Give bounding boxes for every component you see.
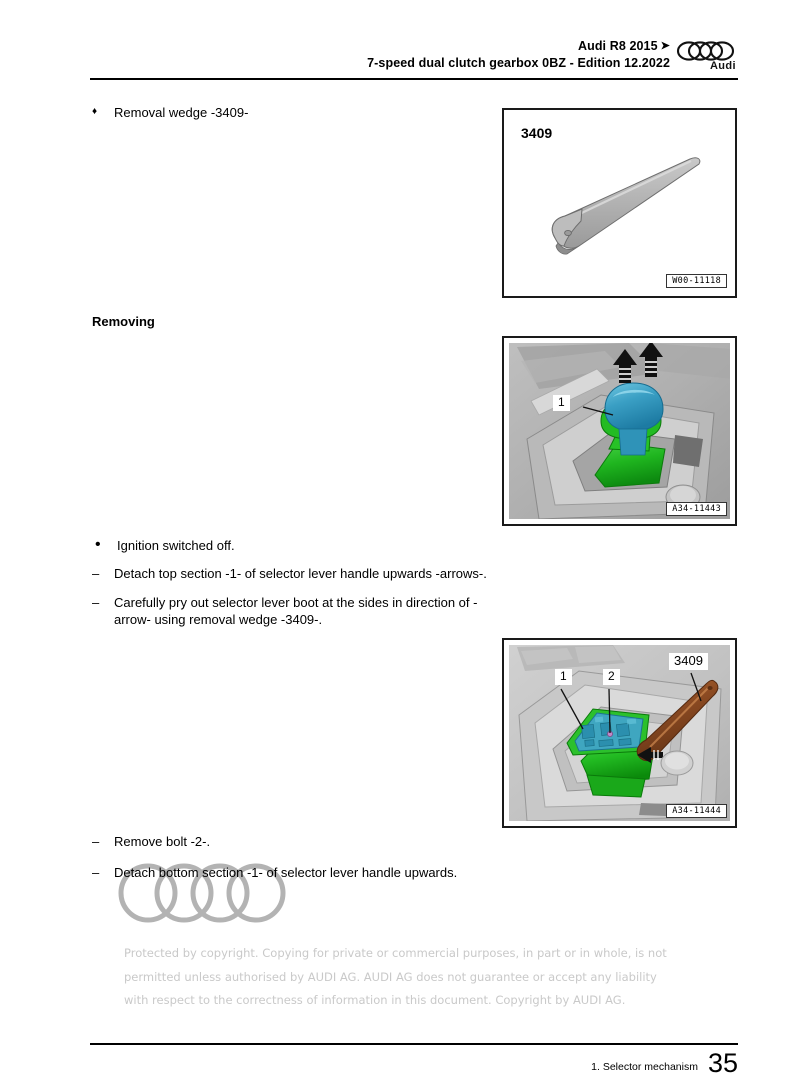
footer-section-title: 1. Selector mechanism [591,1061,698,1073]
dash-bullet-icon: – [92,864,100,880]
instruction-text: Remove bolt -2-. [114,834,211,849]
header-model-line [367,38,670,55]
figure-id-label: W00-11118 [666,274,727,288]
copyright-line-1: Protected by copyright. Copying for private or commercial purposes, in part or in whole, is not [124,946,667,960]
figure-callout-2: 2 [603,669,620,685]
list-item [92,537,492,554]
dash-bullet-icon: – [92,594,100,610]
figure-callout-1: 1 [555,669,572,685]
page-header [90,38,738,80]
header-subtitle: 7-speed dual clutch gearbox 0BZ - Edition 12.2022 [367,55,670,70]
audi-wordmark: Audi [709,60,736,72]
list-item [92,104,492,121]
figure-title: 3409 [521,125,553,141]
tool-bullet-text: Removal wedge -3409- [114,105,249,120]
arrow-right-icon: ➤ [660,40,670,52]
dash-bullet-icon: – [92,566,100,582]
selector-lever-top-illustration [509,343,730,519]
copyright-notice [124,942,684,1013]
copyright-line-3: with respect to the correctness of information in this document. Copyright by AUDI AG. [124,993,626,1008]
instruction-list-1 [92,537,492,639]
footer-divider [90,1043,738,1045]
list-item [92,833,492,851]
copyright-line-2: permitted unless authorised by AUDI AG. AUDI AG does not guarantee or accept any liability [124,969,657,984]
figure-canvas [509,645,730,821]
page-footer [591,1050,738,1077]
figure-callout-3409: 3409 [669,653,708,670]
figure-selector-boot-removal [502,638,737,828]
header-divider [90,78,738,80]
page-number: 35 [707,1048,738,1078]
removal-wedge-illustration [509,115,730,291]
header-text-block [367,38,670,72]
figure-id-label: A34-11444 [666,804,727,818]
figure-id-label: A34-11443 [666,502,727,516]
diamond-bullet-icon: ♦ [92,106,98,117]
tool-bullet-block [92,104,492,132]
figure-callout-1: 1 [553,395,570,411]
figure-canvas [509,115,730,291]
list-item [92,594,492,628]
instruction-text: Detach bottom section -1- of selector lever handle upwards. [114,864,458,880]
list-item [92,864,492,882]
instruction-list-2 [92,833,492,892]
list-item [92,565,492,583]
instruction-text: Ignition switched off. [117,538,235,553]
instruction-text: Carefully pry out selector lever boot at the sides in direction of -arrow- using removal wedge -3409-. [114,594,478,627]
instruction-text: Detach top section -1- of selector lever handle upwards -arrows-. [114,566,487,582]
figure-selector-top-section [502,336,737,526]
bullet-dot-icon: • [95,536,101,553]
dash-bullet-icon: – [92,834,100,849]
section-heading-removing: Removing [92,314,155,329]
figure-canvas [509,343,730,519]
figure-removal-wedge [502,108,737,298]
header-model-text: Audi R8 2015 [577,39,658,53]
